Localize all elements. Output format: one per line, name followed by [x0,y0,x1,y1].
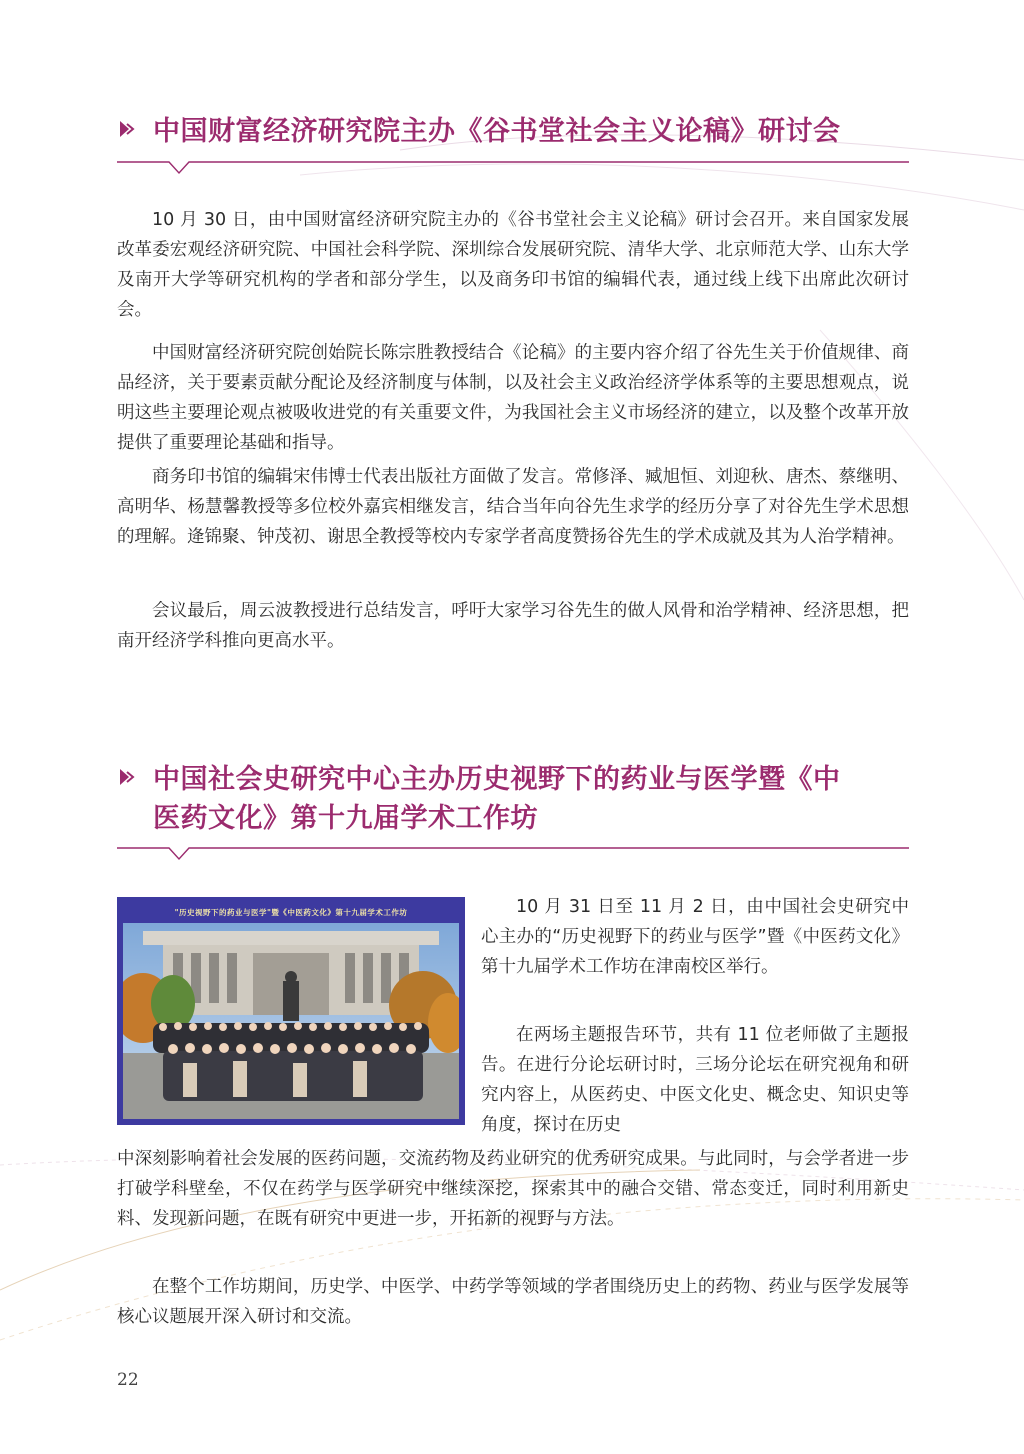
section2-paragraph: 在两场主题报告环节，共有 11 位老师做了主题报告。在进行分论坛研讨时，三场分论坛在研究视角和研究内容上，从医药史、中医文化史、概念史、知识史等角度，探讨在历史 [481,1025,909,1135]
section1-paragraph: 10 月 30 日，由中国财富经济研究院主办的《谷书堂社会主义论稿》研讨会召开。来自国家发展改革委宏观经济研究院、中国社会科学院、深圳综合发展研究院、清华大学、北京师范大学、山东大学及南开大学等研究机构的学者和部分学生，以及商务印书馆的编辑代表，通过线上线下出席此次研讨会。 [117,210,909,320]
title-underline [117,844,909,864]
section2-header [117,760,909,838]
section2-title-line2: 医药文化》第十九届学术工作坊 [153,803,538,834]
group-photo-image [123,923,459,1119]
section1-paragraph: 商务印书馆的编辑宋伟博士代表出版社方面做了发言。常修泽、臧旭恒、刘迎秋、唐杰、蔡继明、高明华、杨慧馨教授等多位校外嘉宾相继发言，结合当年向谷先生求学的经历分享了对谷先生学术思想的理解。逄锦聚、钟茂初、谢思全教授等校内专家学者高度赞扬谷先生的学术成就及其为人治学精神。 [117,467,909,547]
section1-title: 中国财富经济研究院主办《谷书堂社会主义论稿》研讨会 [153,116,841,147]
page-number: 22 [117,1370,139,1390]
play-bullet-icon [117,766,139,788]
section1-paragraph: 中国财富经济研究院创始院长陈宗胜教授结合《论稿》的主要内容介绍了谷先生关于价值规律、商品经济，关于要素贡献分配论及经济制度与体制，以及社会主义政治经济学体系等的主要思想观点，说明这些主要理论观点被吸收进党的有关重要文件，为我国社会主义市场经济的建立，以及整个改革开放提供了重要理论基础和指导。 [117,343,909,453]
section2-paragraph: 在整个工作坊期间，历史学、中医学、中药学等领域的学者围绕历史上的药物、药业与医学发展等核心议题展开深入研讨和交流。 [117,1277,909,1327]
title-underline [117,156,909,176]
section2-paragraph: 10 月 31 日至 11 月 2 日，由中国社会史研究中心主办的“历史视野下的药业与医学”暨《中医药文化》第十九届学术工作坊在津南校区举行。 [481,897,909,977]
photo-caption: "历史视野下的药业与医学"暨《中医药文化》第十九届学术工作坊 [174,908,408,917]
section1-header [117,112,909,151]
group-photo [117,897,465,1125]
play-bullet-icon [117,118,139,140]
section2-title-line1: 中国社会史研究中心主办历史视野下的药业与医学暨《中 [153,764,841,795]
section2-title [153,760,841,838]
section1-paragraph: 会议最后，周云波教授进行总结发言，呼吁大家学习谷先生的做人风骨和治学精神、经济思想，把南开经济学科推向更高水平。 [117,601,909,651]
section2-paragraph-continued: 中深刻影响着社会发展的医药问题，交流药物及药业研究的优秀研究成果。与此同时，与会学者进一步打破学科壁垒，不仅在药学与医学研究中继续深挖，探索其中的融合交错、常态变迁，同时利用新史料、发现新问题，在既有研究中更进一步，开拓新的视野与方法。 [117,1149,909,1229]
